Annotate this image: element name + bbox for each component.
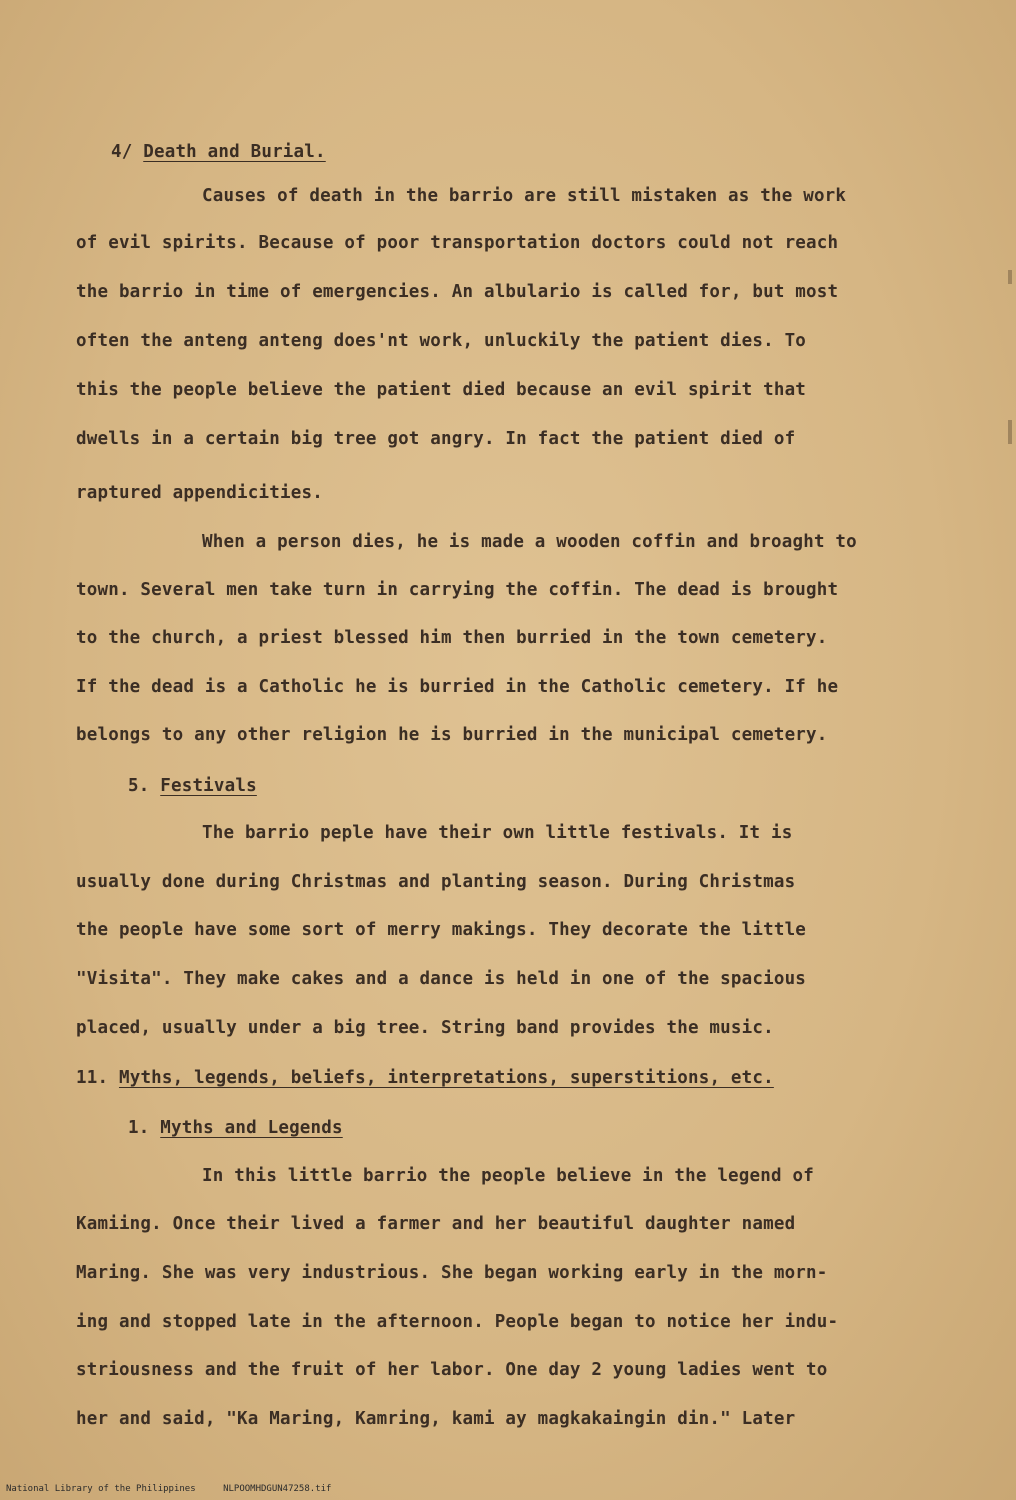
scan-footer <box>6 1484 353 1494</box>
margin-mark <box>1008 270 1012 284</box>
body-line: this the people believe the patient died because an evil spirit that <box>76 380 807 400</box>
myths-sub-heading <box>128 1118 343 1138</box>
myths-main-heading-title: Myths, legends, beliefs, interpretations, superstitions, etc. <box>118 1068 774 1088</box>
death-heading-number: 4/ <box>111 142 133 162</box>
footer-library: National Library of the Philippines <box>6 1484 196 1494</box>
death-heading-title: Death and Burial. <box>143 142 326 162</box>
margin-mark <box>1008 420 1012 444</box>
body-line: If the dead is a Catholic he is burried in the Catholic cemetery. If he <box>76 677 839 697</box>
body-line: When a person dies, he is made a wooden coffin and broaght to <box>202 532 857 552</box>
festivals-heading <box>128 776 257 796</box>
body-line: often the anteng anteng does'nt work, unluckily the patient dies. To <box>76 331 807 351</box>
body-line: placed, usually under a big tree. String band provides the music. <box>76 1018 774 1038</box>
myths-sub-heading-number: 1. <box>128 1118 150 1138</box>
body-line: Causes of death in the barrio are still mistaken as the work <box>202 186 847 206</box>
body-line: the people have some sort of merry makings. They decorate the little <box>76 920 807 940</box>
festivals-heading-number: 5. <box>128 776 150 796</box>
body-line: the barrio in time of emergencies. An albulario is called for, but most <box>76 282 839 302</box>
body-line: to the church, a priest blessed him then burried in the town cemetery. <box>76 628 828 648</box>
body-line: usually done during Christmas and planting season. During Christmas <box>76 872 796 892</box>
body-line: Maring. She was very industrious. She began working early in the morn- <box>76 1263 828 1283</box>
body-line: her and said, "Ka Maring, Kamring, kami ay magkakaingin din." Later <box>76 1409 796 1429</box>
myths-main-heading <box>76 1068 774 1088</box>
myths-sub-heading-title: Myths and Legends <box>160 1118 343 1138</box>
body-line: ing and stopped late in the afternoon. People began to notice her indu- <box>76 1312 839 1332</box>
body-line: The barrio peple have their own little festivals. It is <box>202 823 793 843</box>
body-line: dwells in a certain big tree got angry. In fact the patient died of <box>76 429 796 449</box>
body-line: raptured appendicities. <box>76 483 323 503</box>
body-line: belongs to any other religion he is burried in the municipal cemetery. <box>76 725 828 745</box>
footer-filename: NLPOOMHDGUN47258.tif <box>223 1484 332 1494</box>
body-line: striousness and the fruit of her labor. One day 2 young ladies went to <box>76 1360 828 1380</box>
body-line: of evil spirits. Because of poor transportation doctors could not reach <box>76 233 839 253</box>
festivals-heading-title: Festivals <box>160 776 257 796</box>
body-line: In this little barrio the people believe in the legend of <box>202 1166 814 1186</box>
death-heading <box>111 142 326 162</box>
myths-main-heading-number: 11. <box>76 1068 109 1088</box>
body-line: Kamiing. Once their lived a farmer and her beautiful daughter named <box>76 1214 796 1234</box>
body-line: town. Several men take turn in carrying the coffin. The dead is brought <box>76 580 839 600</box>
body-line: "Visita". They make cakes and a dance is held in one of the spacious <box>76 969 807 989</box>
